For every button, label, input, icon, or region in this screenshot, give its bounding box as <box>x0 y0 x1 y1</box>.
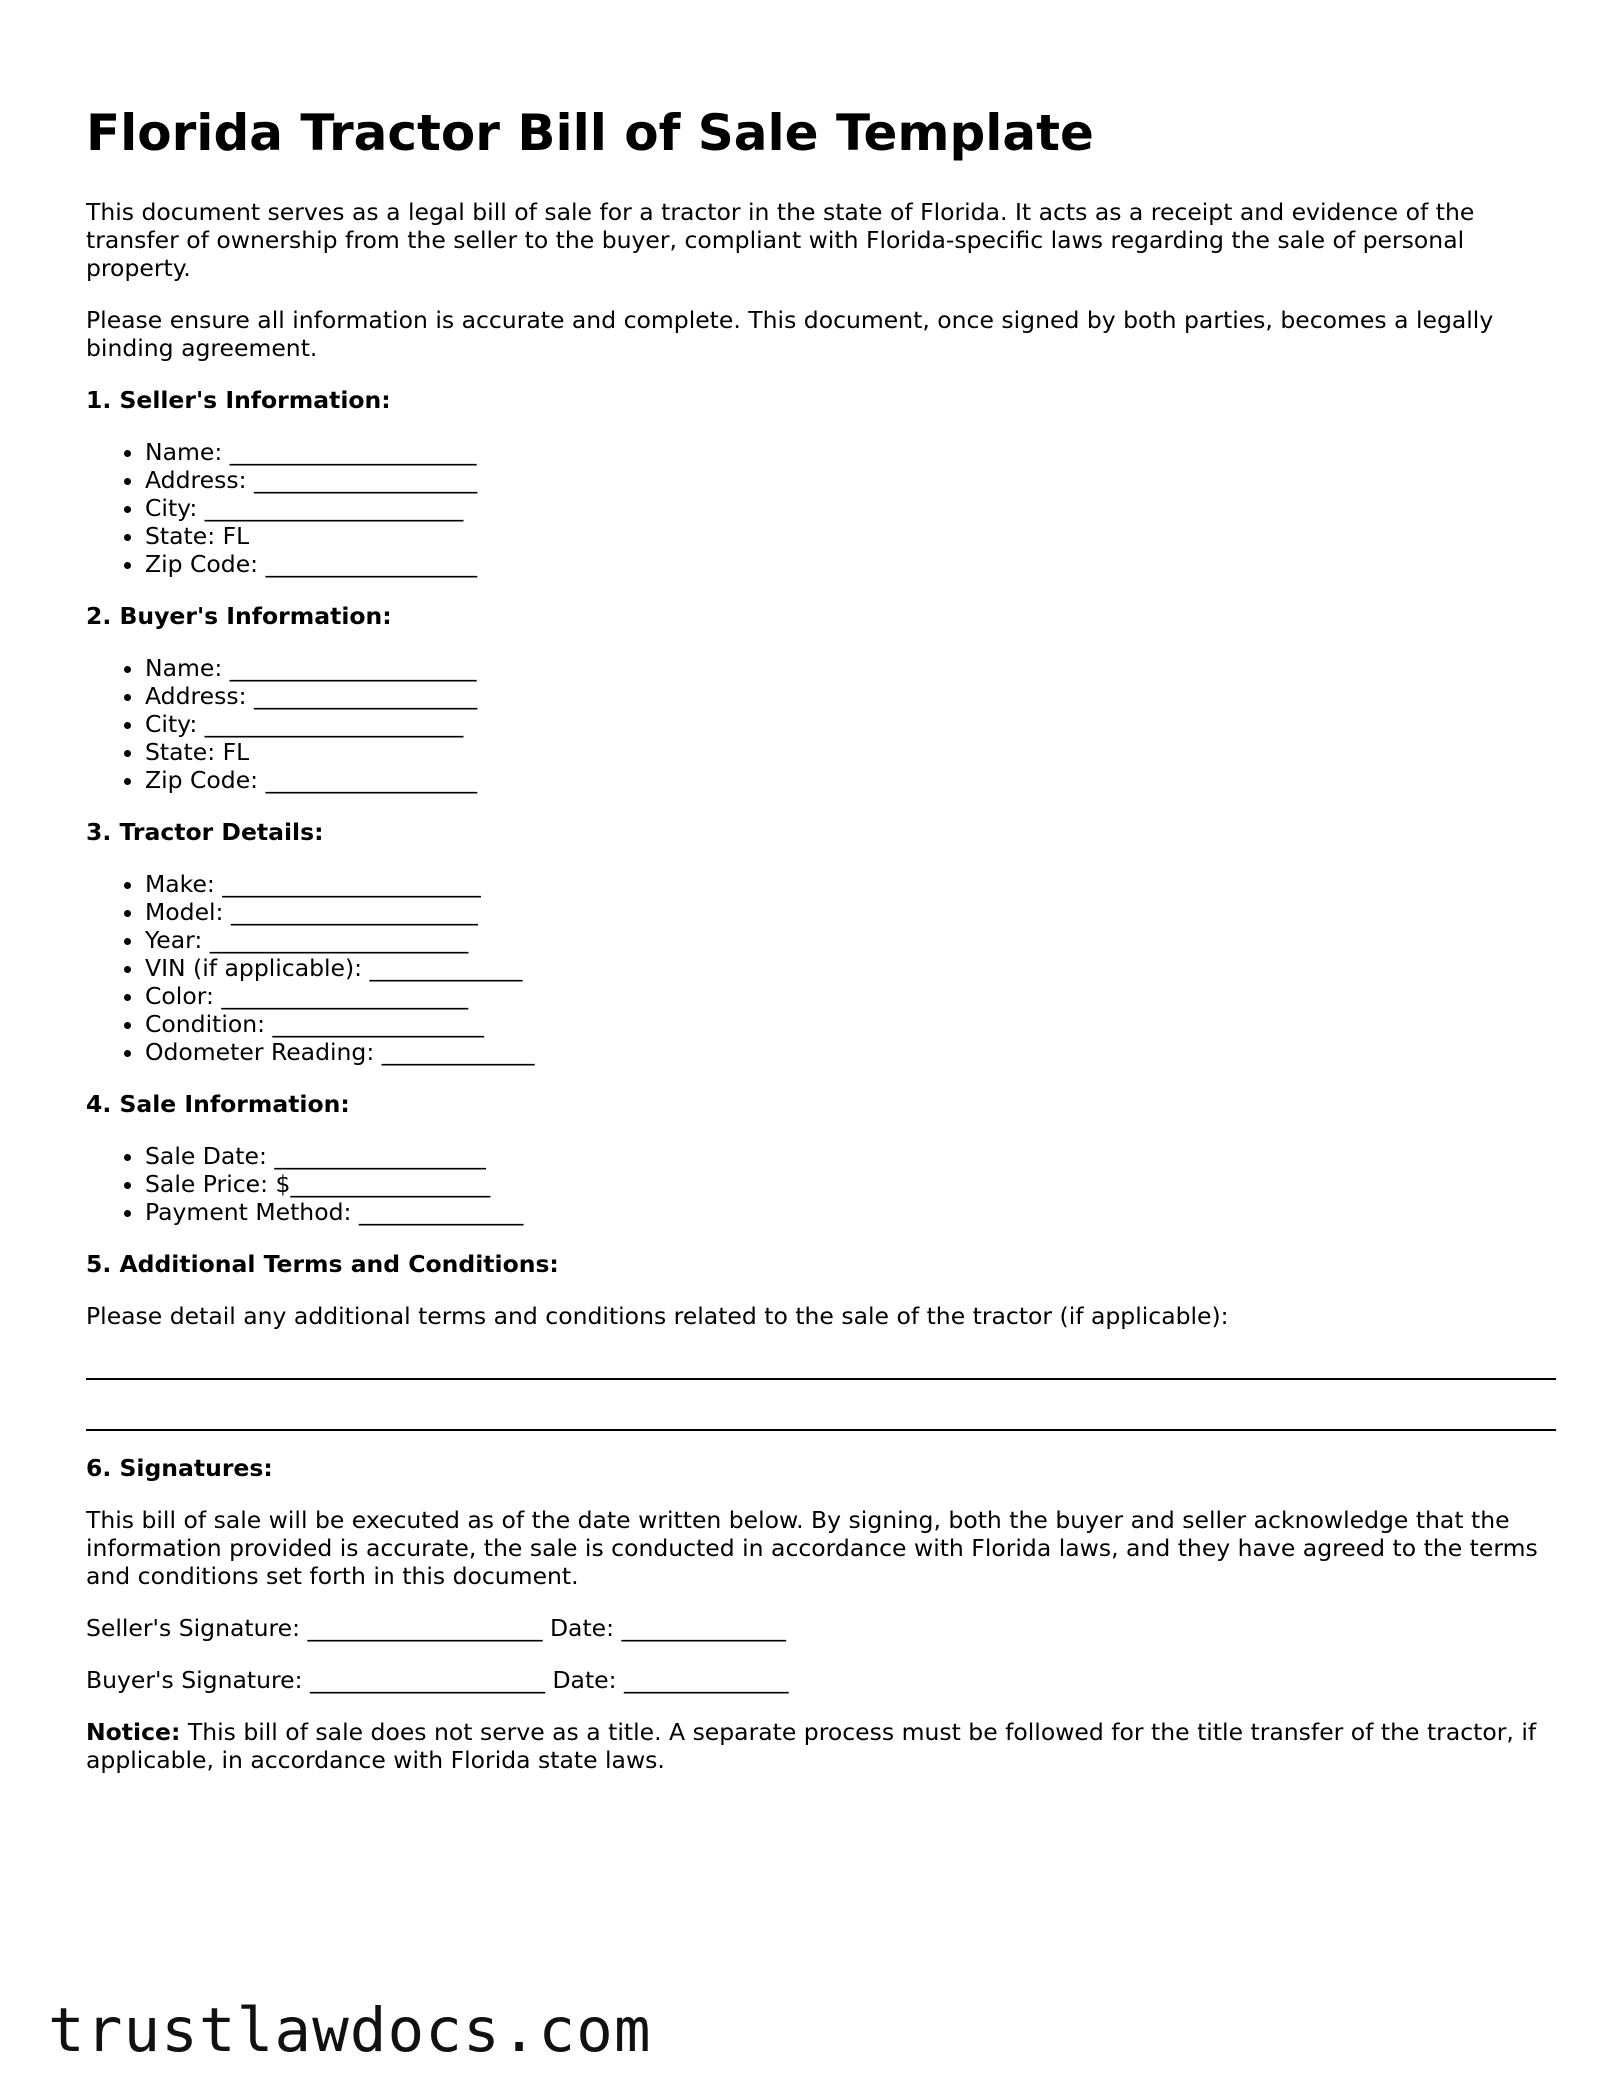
notice-paragraph <box>86 1718 1556 1774</box>
sale-info-list <box>86 1142 1556 1226</box>
tractor-vin-field: • VIN (if applicable): _____________ <box>145 954 1556 982</box>
seller-info-list <box>86 438 1556 578</box>
signatures-paragraph: This bill of sale will be executed as of the date written below. By signing, both the buyer and seller acknowledge that the information provided is accurate, the sale is conducted in accordance with Florida laws, and they have agreed to the terms and conditions set forth in this document. <box>86 1506 1538 1590</box>
buyer-state-field: • State: FL <box>145 738 1556 766</box>
tractor-year-field: • Year: ______________________ <box>145 926 1556 954</box>
seller-signature-line: Seller's Signature: ____________________ Date: ______________ <box>86 1614 787 1642</box>
tractor-condition-field: • Condition: __________________ <box>145 1010 1556 1038</box>
intro-paragraph-2: Please ensure all information is accurate and complete. This document, once signed by both parties, becomes a legally binding agreement. <box>86 306 1494 362</box>
intro-paragraph-1: This document serves as a legal bill of sale for a tractor in the state of Florida. It acts as a receipt and evidence of the transfer of ownership from the seller to the buyer, compliant with Florida-specific laws regarding the sale of personal property. <box>86 198 1475 282</box>
seller-address-field: • Address: ___________________ <box>145 466 1556 494</box>
seller-state-field: • State: FL <box>145 522 1556 550</box>
sale-date-field: • Sale Date: __________________ <box>145 1142 1556 1170</box>
site-watermark: trustlawdocs.com <box>48 1995 652 2066</box>
notice-label: Notice: <box>86 1718 181 1746</box>
payment-method-field: • Payment Method: ______________ <box>145 1198 1556 1226</box>
seller-section-heading: 1. Seller's Information: <box>86 386 391 414</box>
sale-section-heading: 4. Sale Information: <box>86 1090 350 1118</box>
tractor-make-field: • Make: ______________________ <box>145 870 1556 898</box>
tractor-color-field: • Color: _____________________ <box>145 982 1556 1010</box>
terms-blank-line-1 <box>86 1378 1556 1380</box>
seller-zip-field: • Zip Code: __________________ <box>145 550 1556 578</box>
notice-text: This bill of sale does not serve as a title. A separate process must be followed for the title transfer of the tractor, if applicable, in accordance with Florida state laws. <box>86 1718 1537 1774</box>
seller-name-field: • Name: _____________________ <box>145 438 1556 466</box>
document-title: Florida Tractor Bill of Sale Template <box>86 104 1094 162</box>
document-page <box>86 98 1556 1798</box>
buyer-info-list <box>86 654 1556 794</box>
buyer-city-field: • City: ______________________ <box>145 710 1556 738</box>
buyer-signature-line: Buyer's Signature: ____________________ Date: ______________ <box>86 1666 789 1694</box>
terms-section-heading: 5. Additional Terms and Conditions: <box>86 1250 559 1278</box>
buyer-zip-field: • Zip Code: __________________ <box>145 766 1556 794</box>
tractor-details-list <box>86 870 1556 1066</box>
tractor-section-heading: 3. Tractor Details: <box>86 818 324 846</box>
tractor-odometer-field: • Odometer Reading: _____________ <box>145 1038 1556 1066</box>
terms-blank-line-2 <box>86 1429 1556 1431</box>
signatures-section-heading: 6. Signatures: <box>86 1454 273 1482</box>
buyer-section-heading: 2. Buyer's Information: <box>86 602 392 630</box>
tractor-model-field: • Model: _____________________ <box>145 898 1556 926</box>
buyer-name-field: • Name: _____________________ <box>145 654 1556 682</box>
buyer-address-field: • Address: ___________________ <box>145 682 1556 710</box>
terms-instructions: Please detail any additional terms and conditions related to the sale of the tractor (if applicable): <box>86 1302 1229 1330</box>
sale-price-field: • Sale Price: $_________________ <box>145 1170 1556 1198</box>
seller-city-field: • City: ______________________ <box>145 494 1556 522</box>
